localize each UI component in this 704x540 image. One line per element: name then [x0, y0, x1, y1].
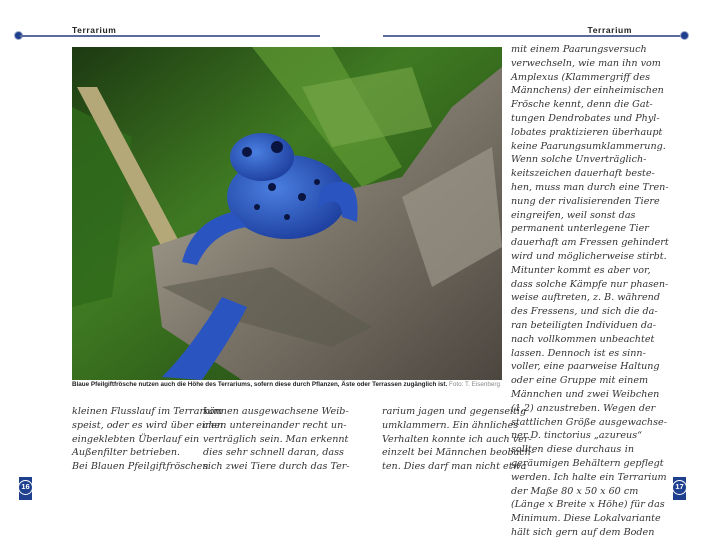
text-line: verwechseln, wie man ihn vom: [511, 57, 661, 69]
text-line: weise auftreten, z. B. während: [511, 292, 660, 304]
text-line: rarium jagen und gegenseitig: [382, 406, 527, 417]
running-header-right: Terrarium: [587, 25, 632, 35]
text-line: keitszeichen dauerhaft beste-: [511, 168, 655, 180]
text-line: lobates praktizieren überhaupt: [511, 126, 663, 138]
photo-credit: Foto: T. Eisenberg: [448, 381, 500, 388]
text-line: oder eine Gruppe mit einem: [511, 375, 649, 387]
text-line: Außenfilter betrieben.: [72, 447, 181, 459]
page-number-left: [19, 477, 32, 500]
text-line: Mitunter kommt es aber vor,: [511, 264, 651, 276]
text-line: sich zwei Tiere durch das Ter-: [203, 461, 350, 473]
text-line: der Maße 80 x 50 x 60 cm: [511, 485, 639, 497]
text-line: dauerhaft am Fressen gehindert: [511, 237, 669, 249]
text-line: stattlichen Größe ausgewachse-: [511, 416, 667, 428]
text-line: hält sich gern auf dem Boden: [511, 526, 655, 538]
text-line: nach vollkommen unbeachtet: [511, 333, 655, 345]
text-line: Männchens) der einheimischen: [511, 85, 664, 97]
text-line: verträglich sein. Man erkennt: [203, 433, 349, 445]
text-line: sollten diese durchaus in: [511, 444, 634, 456]
text-line: Verhalten konnte ich auch ver-: [382, 433, 532, 445]
text-line: speist, oder es wird über einen: [72, 419, 224, 431]
running-header-left: Terrarium: [72, 25, 117, 35]
text-line: Bei Blauen Pfeilgiftfröschen: [72, 461, 209, 473]
caption-text: Blaue Pfeilgiftfrösche nutzen auch die Höhe des Terrariums, sofern diese durch Pflanzen, Äste oder Terrassen zugänglich ist.: [72, 381, 448, 388]
text-column-3: [382, 405, 535, 474]
text-line: mit einem Paarungsversuch: [511, 44, 647, 55]
header-rule-left: [20, 35, 320, 37]
text-line: des Fressens, und sich die da-: [511, 306, 658, 318]
text-column-2: [203, 405, 350, 474]
text-line: keine Paarungsumklammerung.: [511, 140, 666, 152]
text-line: ner D. tinctorius „azureus“: [511, 430, 643, 442]
text-line: Frösche kennt, denn die Gat-: [511, 99, 653, 111]
text-line: umklammern. Ein ähnliches: [382, 419, 519, 431]
text-line: chen untereinander recht un-: [203, 419, 347, 431]
text-line: werden. Ich halte ein Terrarium: [511, 471, 667, 483]
text-line: Männchen und zwei Weibchen: [511, 388, 660, 400]
text-line: lassen. Dennoch ist es sinn-: [511, 347, 646, 359]
text-line: wird und möglicherweise stirbt.: [511, 250, 667, 262]
text-line: Minimum. Diese Lokalvariante: [511, 513, 661, 525]
text-line: ten. Dies darf man nicht etwa: [382, 461, 527, 473]
text-line: voller, eine paarweise Haltung: [511, 361, 660, 373]
text-line: Amplexus (Klammergriff des: [511, 71, 651, 83]
page-number-right: [673, 477, 686, 500]
header-ornament-right: [680, 31, 689, 40]
page-number-badge: 17: [672, 480, 687, 495]
text-line: (1,2) anzustreben. Wegen der: [511, 402, 656, 414]
text-column-1: [72, 405, 224, 474]
text-line: eingreifen, weil sonst das: [511, 209, 636, 221]
photo-caption: [72, 381, 502, 389]
text-line: (Länge x Breite x Höhe) für das: [511, 499, 665, 511]
text-line: einzelt bei Männchen beobach-: [382, 447, 535, 459]
header-rule-right: [383, 35, 685, 37]
text-line: ran beteiligten Individuen da-: [511, 319, 656, 331]
text-line: Wenn solche Unverträglich-: [511, 154, 647, 166]
text-line: kleinen Flusslauf im Terrarium: [72, 406, 223, 417]
text-line: geräumigen Behältern gepflegt: [511, 457, 664, 469]
text-line: permanent unterlegene Tier: [511, 223, 649, 235]
text-line: dass solche Kämpfe nur phasen-: [511, 278, 669, 290]
text-line: hen, muss man durch eine Tren-: [511, 181, 669, 193]
page-number-badge: 16: [18, 480, 33, 495]
text-line: dies sehr schnell daran, dass: [203, 447, 344, 459]
text-line: eingeklebten Überlauf ein: [72, 433, 200, 445]
text-line: können ausgewachsene Weib-: [203, 406, 349, 417]
frog-photo: [72, 47, 502, 380]
text-line: tungen Dendrobates und Phyl-: [511, 112, 660, 124]
text-line: nung der rivalisierenden Tiere: [511, 195, 660, 207]
text-column-4: [511, 43, 669, 540]
